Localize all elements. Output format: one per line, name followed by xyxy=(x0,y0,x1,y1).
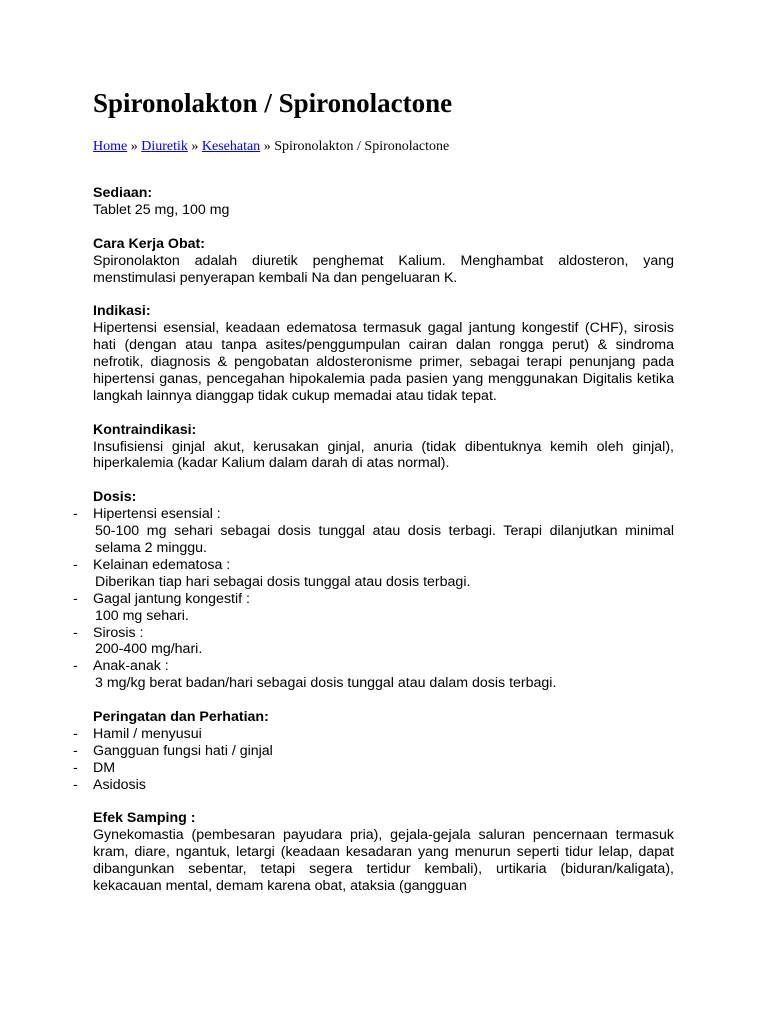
list-item-text: Hamil / menyusui xyxy=(93,725,202,742)
dosis-list xyxy=(73,506,674,692)
dash-bullet: - xyxy=(73,658,78,675)
dash-bullet: - xyxy=(73,776,78,793)
list-item-text: Asidosis xyxy=(93,776,146,793)
list-item xyxy=(73,590,674,625)
dosis-label: Hipertensi esensial : xyxy=(93,506,221,523)
dash-bullet: - xyxy=(73,624,78,641)
dosis-label: Anak-anak : xyxy=(93,658,169,675)
dosis-detail: Diberikan tiap hari sebagai dosis tunggal atau dosis terbagi. xyxy=(95,573,471,590)
dash-bullet: - xyxy=(73,742,78,759)
page-title: Spironolakton / Spironolactone xyxy=(93,88,453,118)
list-item xyxy=(73,742,674,760)
list-item xyxy=(73,658,674,692)
article-content xyxy=(73,185,674,912)
section-kontraindikasi xyxy=(93,422,674,473)
breadcrumb-current: Spironolakton / Spironolactone xyxy=(274,139,450,154)
breadcrumb xyxy=(93,138,449,156)
section-cara-kerja xyxy=(93,236,674,287)
section-indikasi xyxy=(93,303,674,404)
section-text: Hipertensi esensial, keadaan edematosa termasuk gagal jantung kongestif (CHF), sirosis hati (dengan atau tanpa asites/penggumpulan cairan dalan rongga perut) & sindroma nefrotik, diagnosis & pengobatan aldosteronisme primer, sebagai terapi penunjang pada hipertensi ganas, pencegahan hipokalemia pada pasien yang menggunakan Digitalis ketika langkah lainnya dianggap tidak cukup memadai atau tidak tepat. xyxy=(93,320,674,404)
section-heading: Cara Kerja Obat: xyxy=(93,235,205,252)
breadcrumb-link-home[interactable]: Home xyxy=(93,139,128,154)
list-item xyxy=(73,624,674,659)
list-item-text: DM xyxy=(93,759,116,776)
breadcrumb-separator: » xyxy=(263,139,271,154)
section-heading: Sediaan: xyxy=(93,185,153,201)
section-text: Spironolakton adalah diuretik penghemat Kalium. Menghambat aldosteron, yang menstimulasi penyerapan kembali Na dan pengeluaran K. xyxy=(93,252,674,286)
section-dosis xyxy=(73,489,674,692)
section-heading: Peringatan dan Perhatian: xyxy=(93,709,269,726)
dosis-detail: 50-100 mg sehari sebagai dosis tunggal atau dosis terbagi. Terapi dilanjutkan minimal selama 2 minggu. xyxy=(95,523,674,556)
section-sediaan xyxy=(93,185,674,219)
section-heading: Indikasi: xyxy=(93,303,151,320)
section-peringatan xyxy=(73,709,674,794)
list-item xyxy=(73,725,674,743)
breadcrumb-link-diuretik[interactable]: Diuretik xyxy=(141,139,188,154)
dosis-label: Gagal jantung kongestif : xyxy=(93,590,250,607)
list-item xyxy=(73,776,674,794)
breadcrumb-separator: » xyxy=(130,139,138,154)
dash-bullet: - xyxy=(73,506,78,523)
dash-bullet: - xyxy=(73,759,78,776)
breadcrumb-separator: » xyxy=(191,139,199,154)
section-text: Insufisiensi ginjal akut, kerusakan ginjal, anuria (tidak dibentuknya kemih oleh ginjal), hiperkalemia (kadar Kalium dalam darah di atas normal). xyxy=(93,438,674,472)
peringatan-list xyxy=(73,725,674,794)
dosis-label: Sirosis : xyxy=(93,624,144,641)
list-item xyxy=(73,556,674,591)
dash-bullet: - xyxy=(73,556,78,573)
section-heading: Dosis: xyxy=(93,489,137,506)
section-heading: Kontraindikasi: xyxy=(93,421,197,438)
section-efek-samping xyxy=(93,810,674,895)
section-heading: Efek Samping : xyxy=(93,810,196,827)
section-text: Gynekomastia (pembesaran payudara pria), gejala-gejala saluran pencernaan termasuk kram, diare, ngantuk, letargi (keadaan kesadaran yang menurun seperti tidur lelap, dapat dibangunkan sebentar, tetapi segera tertidur kembali), urtikaria (biduran/kaligata), kekacauan mental, demam karena obat, ataksia (gangguan xyxy=(93,827,674,895)
dosis-detail: 100 mg sehari. xyxy=(95,607,189,624)
breadcrumb-link-kesehatan[interactable]: Kesehatan xyxy=(201,139,261,154)
list-item xyxy=(73,759,674,777)
dosis-detail: 3 mg/kg berat badan/hari sebagai dosis tunggal atau dalam dosis terbagi. xyxy=(95,675,557,692)
dosis-label: Kelainan edematosa : xyxy=(93,556,231,573)
section-text: Tablet 25 mg, 100 mg xyxy=(93,201,230,218)
dash-bullet: - xyxy=(73,725,78,742)
dash-bullet: - xyxy=(73,590,78,607)
dosis-detail: 200-400 mg/hari. xyxy=(95,641,203,658)
list-item-text: Gangguan fungsi hati / ginjal xyxy=(93,742,273,759)
list-item xyxy=(73,506,674,557)
